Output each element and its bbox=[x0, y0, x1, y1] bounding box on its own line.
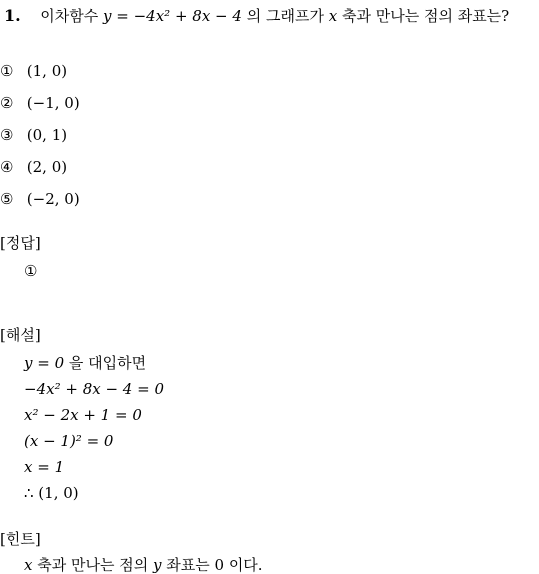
choice-5-number: ⑤ bbox=[0, 190, 14, 208]
answer-value: ① bbox=[24, 262, 38, 280]
explanation-line-1-math: y = 0 bbox=[24, 354, 65, 372]
explanation-line-2: −4x² + 8x − 4 = 0 bbox=[24, 380, 164, 398]
hint-axis-x: x bbox=[24, 556, 33, 574]
question-number: 1. bbox=[4, 6, 21, 25]
question-text-after: 축과 만나는 점의 좌표는? bbox=[341, 7, 510, 25]
choice-2-number: ② bbox=[0, 94, 14, 112]
choice-5-text: (−2, 0) bbox=[26, 190, 80, 208]
question-text-mid: 의 그래프가 bbox=[246, 7, 324, 25]
explanation-line-3: x² − 2x + 1 = 0 bbox=[24, 406, 142, 424]
choice-4-number: ④ bbox=[0, 158, 14, 176]
choice-5[interactable] bbox=[0, 192, 80, 207]
choice-1-number: ① bbox=[0, 62, 14, 80]
hint-text bbox=[24, 558, 263, 573]
question-axis: x bbox=[328, 7, 338, 25]
hint-text-part-1: 축과 만나는 점의 bbox=[37, 556, 149, 574]
hint-text-part-2: 좌표는 0 이다. bbox=[166, 556, 263, 574]
hint-axis-y: y bbox=[153, 556, 162, 574]
question-stem bbox=[4, 8, 509, 24]
choice-3[interactable] bbox=[0, 128, 67, 143]
answer-label: [정답] bbox=[0, 234, 41, 252]
explanation-line-6: ∴ (1, 0) bbox=[24, 484, 79, 502]
explanation-line-1 bbox=[24, 356, 146, 371]
explanation-label: [해설] bbox=[0, 326, 41, 344]
explanation-line-4: (x − 1)² = 0 bbox=[24, 432, 114, 450]
choice-4-text: (2, 0) bbox=[26, 158, 68, 176]
question-text-before: 이차함수 bbox=[40, 7, 99, 25]
choice-1-text: (1, 0) bbox=[26, 62, 68, 80]
hint-label: [힌트] bbox=[0, 530, 41, 548]
question-equation: y = −4x² + 8x − 4 bbox=[103, 7, 242, 25]
choice-4[interactable] bbox=[0, 160, 67, 175]
choice-2[interactable] bbox=[0, 96, 80, 111]
choice-1[interactable] bbox=[0, 64, 67, 79]
explanation-line-1-text: 을 대입하면 bbox=[68, 354, 147, 372]
explanation-line-5: x = 1 bbox=[24, 458, 65, 476]
choice-2-text: (−1, 0) bbox=[26, 94, 80, 112]
choice-3-text: (0, 1) bbox=[26, 126, 68, 144]
choice-3-number: ③ bbox=[0, 126, 14, 144]
